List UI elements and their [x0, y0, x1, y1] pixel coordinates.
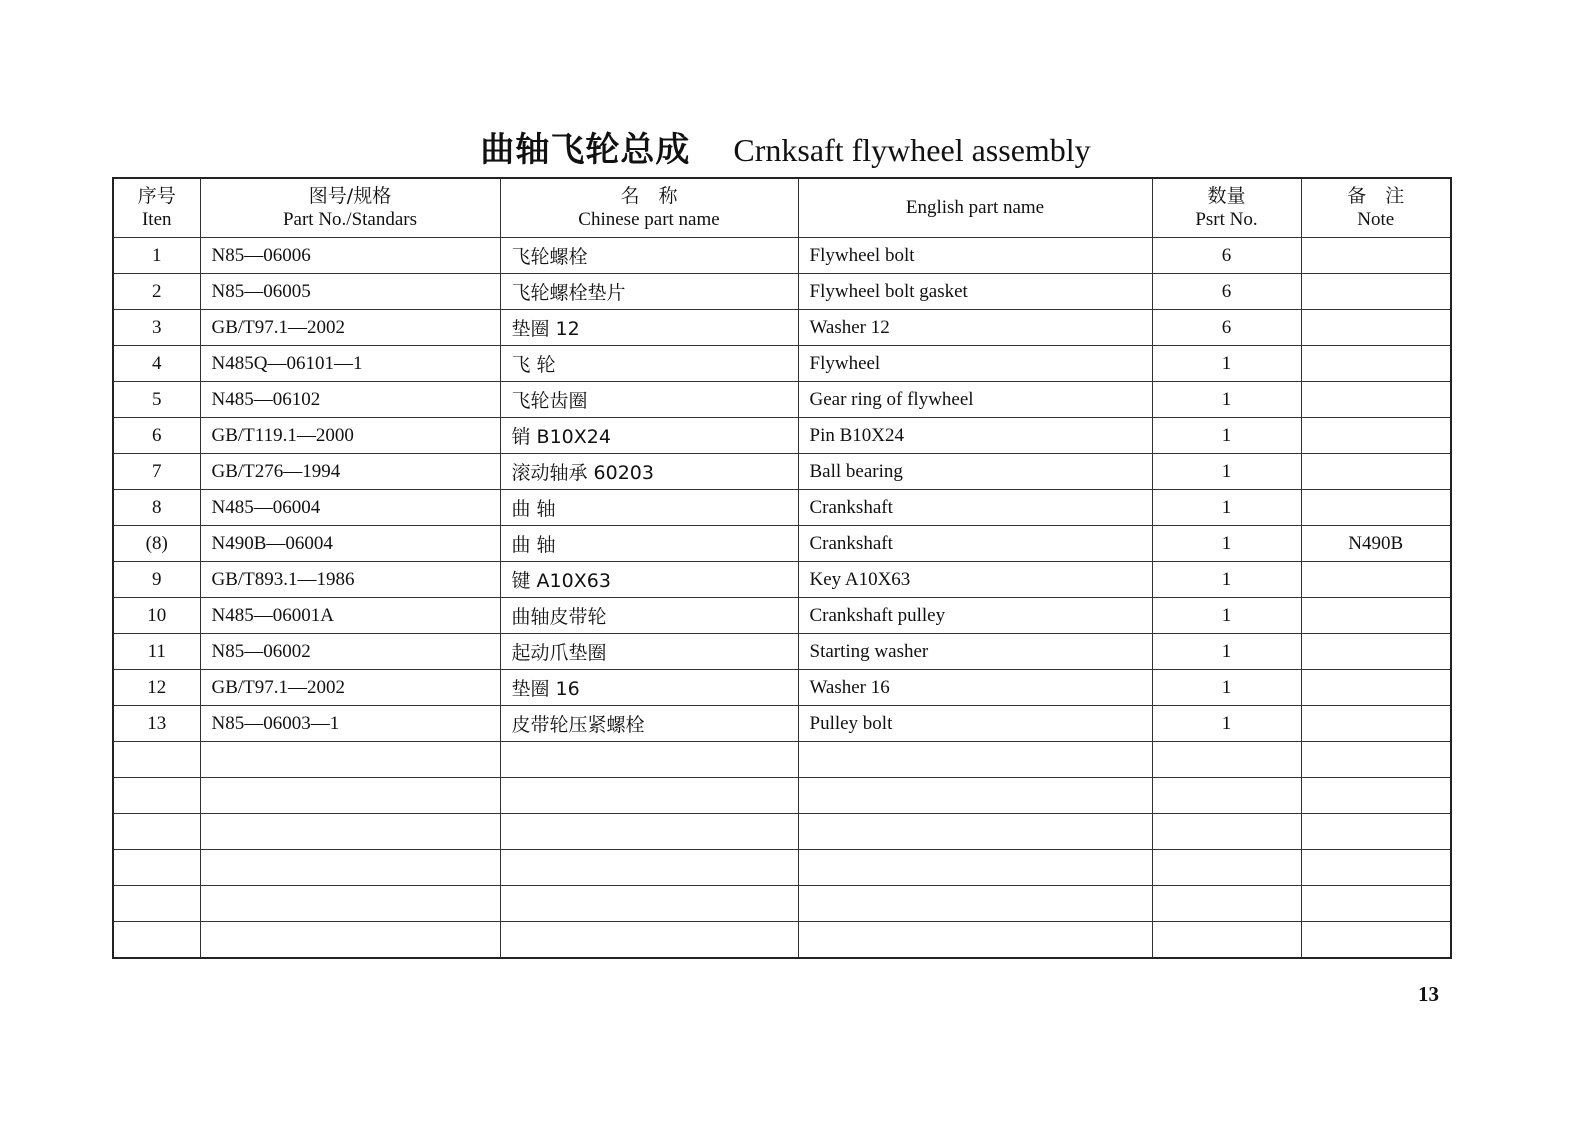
cell-chinese-name: 曲 轴 [500, 526, 798, 562]
cell-item: 3 [113, 310, 200, 346]
cell-note [1301, 418, 1451, 454]
cell-item [113, 922, 200, 959]
cell-chinese-name [500, 778, 798, 814]
cell-part-no: N85—06002 [200, 634, 500, 670]
cell-item: 9 [113, 562, 200, 598]
cell-chinese-name: 曲 轴 [500, 490, 798, 526]
cell-chinese-name: 飞轮螺栓垫片 [500, 274, 798, 310]
cell-quantity: 1 [1152, 634, 1301, 670]
cell-item [113, 742, 200, 778]
table-header-row [113, 178, 1451, 238]
cell-note [1301, 238, 1451, 274]
header-item: 序号 Iten [113, 178, 200, 238]
cell-english-name: Flywheel bolt gasket [798, 274, 1152, 310]
cell-note [1301, 490, 1451, 526]
title-chinese: 曲轴飞轮总成 [480, 130, 691, 170]
page-number: 13 [1418, 982, 1439, 1006]
cell-part-no: N85—06006 [200, 238, 500, 274]
cell-note [1301, 814, 1451, 850]
cell-english-name [798, 814, 1152, 850]
cell-quantity: 1 [1152, 490, 1301, 526]
cell-item: 12 [113, 670, 200, 706]
cell-note: N490B [1301, 526, 1451, 562]
cell-chinese-name: 飞轮齿圈 [500, 382, 798, 418]
cell-quantity [1152, 742, 1301, 778]
cell-english-name: Washer 16 [798, 670, 1152, 706]
cell-item: 5 [113, 382, 200, 418]
cell-part-no [200, 778, 500, 814]
cell-quantity: 1 [1152, 346, 1301, 382]
cell-chinese-name: 键 A10X63 [500, 562, 798, 598]
cell-note [1301, 310, 1451, 346]
cell-quantity: 6 [1152, 238, 1301, 274]
cell-english-name: Pulley bolt [798, 706, 1152, 742]
cell-item: 11 [113, 634, 200, 670]
cell-chinese-name [500, 814, 798, 850]
cell-item [113, 886, 200, 922]
table-row [113, 346, 1451, 382]
cell-english-name: Flywheel [798, 346, 1152, 382]
cell-chinese-name: 飞 轮 [500, 346, 798, 382]
header-quantity: 数量 Psrt No. [1152, 178, 1301, 238]
cell-english-name: Flywheel bolt [798, 238, 1152, 274]
table-row [113, 526, 1451, 562]
cell-part-no [200, 742, 500, 778]
cell-english-name: Crankshaft [798, 490, 1152, 526]
cell-item: (8) [113, 526, 200, 562]
cell-part-no [200, 922, 500, 959]
cell-chinese-name: 皮带轮压紧螺栓 [500, 706, 798, 742]
cell-english-name: Ball bearing [798, 454, 1152, 490]
cell-quantity [1152, 922, 1301, 959]
cell-quantity: 1 [1152, 454, 1301, 490]
cell-english-name: Pin B10X24 [798, 418, 1152, 454]
table-row [113, 238, 1451, 274]
table-row [113, 742, 1451, 778]
table-row [113, 670, 1451, 706]
cell-english-name: Crankshaft [798, 526, 1152, 562]
cell-item [113, 778, 200, 814]
cell-note [1301, 562, 1451, 598]
cell-english-name [798, 850, 1152, 886]
cell-quantity: 1 [1152, 562, 1301, 598]
cell-note [1301, 274, 1451, 310]
cell-item: 6 [113, 418, 200, 454]
cell-part-no: N485Q—06101—1 [200, 346, 500, 382]
header-chinese-name: 名 称 Chinese part name [500, 178, 798, 238]
cell-chinese-name: 起动爪垫圈 [500, 634, 798, 670]
table-body [113, 238, 1451, 959]
cell-chinese-name [500, 850, 798, 886]
cell-english-name [798, 742, 1152, 778]
cell-note [1301, 742, 1451, 778]
cell-quantity [1152, 886, 1301, 922]
table-row [113, 778, 1451, 814]
cell-item [113, 850, 200, 886]
cell-part-no: GB/T119.1—2000 [200, 418, 500, 454]
cell-note [1301, 598, 1451, 634]
header-english-name: English part name [798, 178, 1152, 238]
cell-quantity: 6 [1152, 310, 1301, 346]
cell-note [1301, 922, 1451, 959]
cell-item: 13 [113, 706, 200, 742]
cell-quantity [1152, 850, 1301, 886]
cell-part-no: GB/T276—1994 [200, 454, 500, 490]
cell-part-no: GB/T97.1—2002 [200, 670, 500, 706]
cell-english-name [798, 778, 1152, 814]
cell-item: 8 [113, 490, 200, 526]
cell-quantity [1152, 814, 1301, 850]
cell-part-no: N490B—06004 [200, 526, 500, 562]
cell-english-name: Crankshaft pulley [798, 598, 1152, 634]
cell-chinese-name [500, 742, 798, 778]
cell-part-no [200, 850, 500, 886]
table-row [113, 454, 1451, 490]
cell-item: 7 [113, 454, 200, 490]
cell-note [1301, 454, 1451, 490]
cell-item [113, 814, 200, 850]
cell-english-name: Starting washer [798, 634, 1152, 670]
table-row [113, 382, 1451, 418]
cell-english-name: Key A10X63 [798, 562, 1152, 598]
cell-part-no [200, 814, 500, 850]
cell-chinese-name [500, 922, 798, 959]
cell-english-name [798, 922, 1152, 959]
header-note: 备 注 Note [1301, 178, 1451, 238]
cell-part-no: N485—06004 [200, 490, 500, 526]
cell-part-no: N85—06003—1 [200, 706, 500, 742]
cell-part-no: GB/T893.1—1986 [200, 562, 500, 598]
cell-chinese-name: 垫圈 16 [500, 670, 798, 706]
cell-quantity: 1 [1152, 526, 1301, 562]
cell-english-name: Gear ring of flywheel [798, 382, 1152, 418]
table-row [113, 850, 1451, 886]
cell-note [1301, 706, 1451, 742]
cell-quantity: 6 [1152, 274, 1301, 310]
cell-chinese-name [500, 886, 798, 922]
table-row [113, 418, 1451, 454]
cell-part-no [200, 886, 500, 922]
cell-item: 2 [113, 274, 200, 310]
cell-item: 4 [113, 346, 200, 382]
cell-note [1301, 634, 1451, 670]
cell-note [1301, 382, 1451, 418]
cell-part-no: N485—06001A [200, 598, 500, 634]
table-row [113, 562, 1451, 598]
cell-quantity: 1 [1152, 418, 1301, 454]
parts-table [112, 177, 1452, 959]
title-english: Crnksaft flywheel assembly [733, 132, 1091, 168]
cell-item: 10 [113, 598, 200, 634]
cell-english-name: Washer 12 [798, 310, 1152, 346]
cell-note [1301, 346, 1451, 382]
table-row [113, 274, 1451, 310]
table-row [113, 490, 1451, 526]
table-row [113, 634, 1451, 670]
cell-quantity [1152, 778, 1301, 814]
table-row [113, 706, 1451, 742]
table-row [113, 598, 1451, 634]
header-part-no: 图号/规格 Part No./Standars [200, 178, 500, 238]
cell-note [1301, 778, 1451, 814]
cell-part-no: N485—06102 [200, 382, 500, 418]
cell-quantity: 1 [1152, 670, 1301, 706]
cell-chinese-name: 垫圈 12 [500, 310, 798, 346]
cell-chinese-name: 滚动轴承 60203 [500, 454, 798, 490]
cell-note [1301, 670, 1451, 706]
cell-quantity: 1 [1152, 706, 1301, 742]
table-row [113, 886, 1451, 922]
cell-part-no: N85—06005 [200, 274, 500, 310]
cell-chinese-name: 曲轴皮带轮 [500, 598, 798, 634]
cell-note [1301, 886, 1451, 922]
table-row [113, 814, 1451, 850]
cell-chinese-name: 销 B10X24 [500, 418, 798, 454]
cell-quantity: 1 [1152, 598, 1301, 634]
table-row [113, 310, 1451, 346]
table-row [113, 922, 1451, 959]
cell-note [1301, 850, 1451, 886]
cell-part-no: GB/T97.1—2002 [200, 310, 500, 346]
cell-item: 1 [113, 238, 200, 274]
cell-english-name [798, 886, 1152, 922]
cell-chinese-name: 飞轮螺栓 [500, 238, 798, 274]
cell-quantity: 1 [1152, 382, 1301, 418]
page-title [0, 122, 1571, 171]
